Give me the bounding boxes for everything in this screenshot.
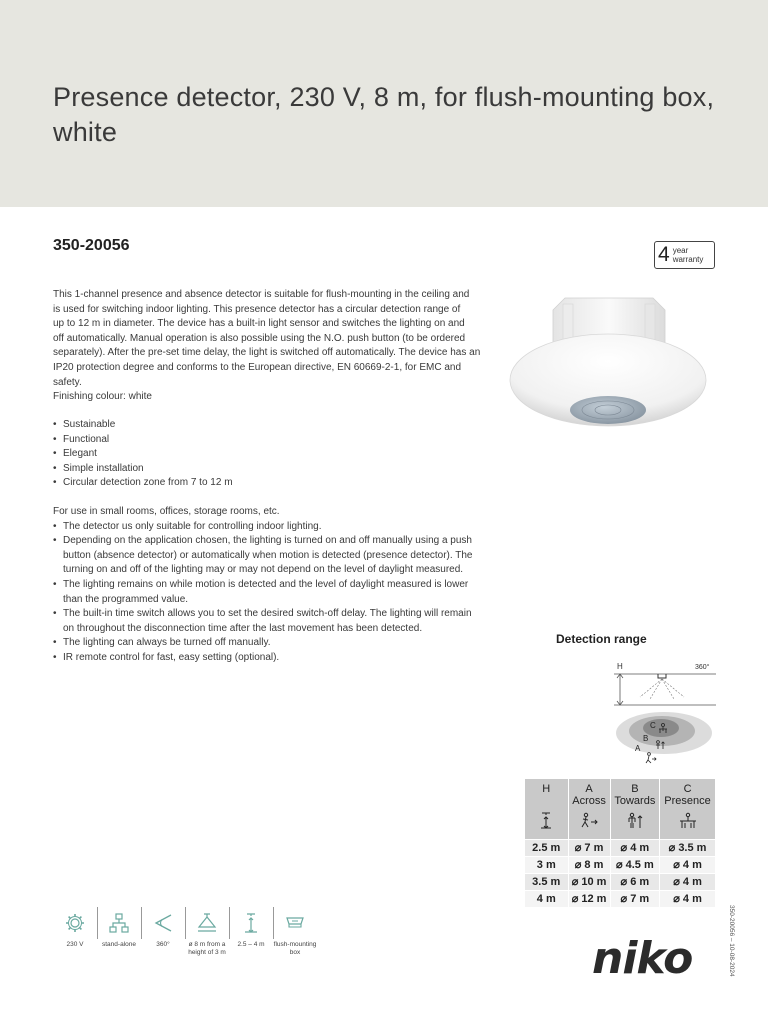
feature-item: • Circular detection zone from 7 to 12 m: [53, 476, 483, 491]
product-description: [53, 288, 483, 405]
table-cell: 3.5 m: [525, 873, 568, 890]
feature-item: • Functional: [53, 433, 483, 448]
article-number: 350-20056: [53, 237, 130, 254]
table-cell: 3 m: [525, 856, 568, 873]
detection-range-table: [525, 779, 715, 907]
finishing-colour: Finishing colour: white: [53, 391, 152, 403]
usage-item: • The lighting remains on while motion is detected and the level of daylight measured is lower than the programmed value.: [53, 578, 485, 607]
detection-diagram: [600, 657, 720, 769]
zone-label-b: B: [643, 734, 649, 743]
diagram-h-label: H: [617, 662, 623, 671]
spec-label: 230 V: [66, 941, 84, 948]
feature-item: • Simple installation: [53, 462, 483, 477]
table-cell: ⌀ 4 m: [660, 890, 715, 907]
table-cell: ⌀ 4 m: [660, 856, 715, 873]
feature-item: • Elegant: [53, 447, 483, 462]
warranty-line-1: year: [672, 246, 689, 255]
table-cell: 4 m: [525, 890, 568, 907]
table-cell: ⌀ 4.5 m: [610, 856, 659, 873]
usage-item: • The lighting can always be turned off manually.: [53, 636, 485, 651]
table-cell: 2.5 m: [525, 839, 568, 856]
table-cell: ⌀ 10 m: [568, 873, 610, 890]
across-person-icon: [646, 753, 656, 763]
network-icon: [97, 909, 141, 937]
col-header-c: C Presence: [660, 779, 715, 809]
walking-towards-icon: [610, 809, 659, 839]
table-cell: ⌀ 7 m: [568, 839, 610, 856]
description-line: safety.: [53, 376, 82, 388]
spec-label: ø 8 m from a height of 3 m: [188, 941, 226, 956]
diagram-angle-label: 360°: [695, 664, 710, 671]
seated-presence-icon: [660, 809, 715, 839]
table-cell: ⌀ 12 m: [568, 890, 610, 907]
table-cell: ⌀ 8 m: [568, 856, 610, 873]
col-header-b: B Towards: [610, 779, 659, 809]
spec-icon-row: [53, 905, 323, 975]
usage-item: • Depending on the application chosen, the lighting is turned on and off manually using a push button (absence detector) or automatically when motion is detected (presence detector). The turning on and off of the lighting may or may not depend on the level of daylight measured.: [53, 534, 485, 578]
table-row: [525, 890, 715, 907]
description-line: off automatically. Manual operation is also possible using the N.O. push button (to be ordered: [53, 332, 466, 344]
table-row: [525, 856, 715, 873]
table-cell: ⌀ 3.5 m: [660, 839, 715, 856]
use-intro: For use in small rooms, offices, storage rooms, etc.: [53, 506, 280, 517]
feature-list: [53, 418, 483, 491]
zone-label-a: A: [635, 744, 641, 753]
table-icon-row: [525, 809, 715, 839]
brand-name: niko: [592, 935, 693, 980]
height-icon: [525, 809, 568, 839]
height-icon: [229, 909, 273, 937]
description-line: IP20 protection degree and conforms to the European directive, EN 60669-2-1, for EMC and: [53, 361, 462, 373]
flush-box-icon: [273, 909, 317, 937]
feature-item: • Sustainable: [53, 418, 483, 433]
table-cell: ⌀ 7 m: [610, 890, 659, 907]
page-title: Presence detector, 230 V, 8 m, for flush-mounting box, white: [53, 82, 715, 147]
warranty-line-2: warranty: [672, 255, 704, 264]
spec-mounting: [273, 905, 317, 975]
detection-range-title: Detection range: [556, 632, 647, 646]
document-code: 350-20056 – 10-08-2024: [728, 905, 735, 977]
warranty-badge: [654, 241, 715, 269]
spec-voltage: [53, 905, 97, 975]
spec-label: stand-alone: [102, 941, 136, 948]
spec-angle: [141, 905, 185, 975]
col-header-a: A Across: [568, 779, 610, 809]
table-header-row: [525, 779, 715, 809]
usage-item: • IR remote control for fast, easy setting (optional).: [53, 651, 485, 666]
spec-height: [229, 905, 273, 975]
description-line: up to 12 m in diameter. The device has a built-in light sensor and switches the lighting on and: [53, 318, 465, 330]
usage-item: • The built-in time switch allows you to set the desired switch-off delay. The lighting will remain on throughout the disconnection time after the last movement has been detected.: [53, 607, 485, 636]
warranty-text: [673, 246, 704, 264]
zone-label-c: C: [650, 721, 656, 730]
spec-label: flush-mounting box: [273, 941, 317, 956]
table-cell: ⌀ 4 m: [610, 839, 659, 856]
niko-logo: [592, 935, 720, 980]
table-row: [525, 873, 715, 890]
description-line: separately). After the pre-set time delay, the light is switched off automatically. The device has an: [53, 347, 481, 359]
spec-standalone: [97, 905, 141, 975]
description-line: This 1-channel presence and absence detector is suitable for flush-mounting in the ceiling and: [53, 289, 470, 300]
table-cell: ⌀ 4 m: [660, 873, 715, 890]
table-row: [525, 839, 715, 856]
col-header-h: H: [525, 779, 568, 809]
spec-label: 360°: [156, 941, 170, 948]
usage-list: [53, 520, 485, 666]
usage-item: • The detector us only suitable for controlling indoor lighting.: [53, 520, 485, 535]
spec-cone: [185, 905, 229, 975]
cone-icon: [185, 909, 229, 937]
angle-icon: [141, 909, 185, 937]
warranty-years: 4: [658, 243, 670, 266]
spec-label: 2.5 – 4 m: [237, 941, 265, 948]
table-cell: ⌀ 6 m: [610, 873, 659, 890]
walking-across-icon: [568, 809, 610, 839]
gear-icon: [53, 909, 97, 937]
description-line: is used for switching indoor lighting. This presence detector has a circular detection range of: [53, 303, 461, 315]
product-image: [505, 290, 715, 440]
